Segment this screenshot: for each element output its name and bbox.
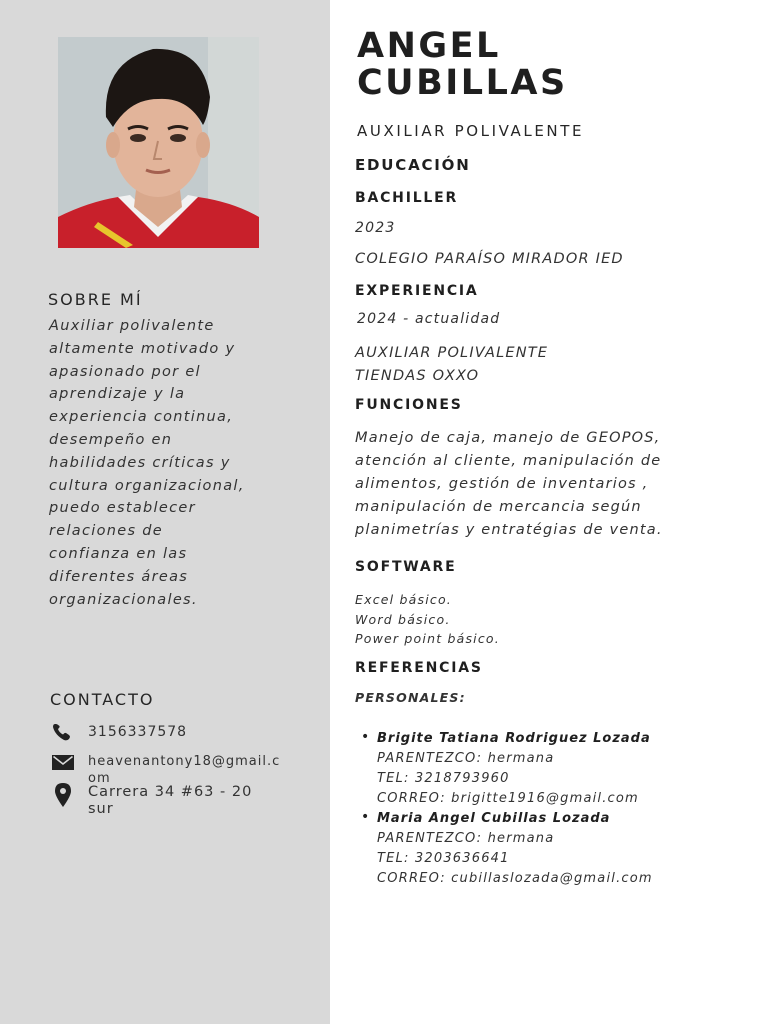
sidebar <box>0 0 330 1024</box>
about-text <box>49 315 289 611</box>
contact-heading: CONTACTO <box>50 690 155 709</box>
about-line: organizacionales. <box>49 591 198 608</box>
reference-name: Maria Angel Cubillas Lozada <box>377 811 611 826</box>
about-line: aprendizaje y la <box>49 386 186 403</box>
name-line: CUBILLAS <box>357 63 568 103</box>
experience-heading: EXPERIENCIA <box>355 283 479 299</box>
email-line: om <box>88 771 111 786</box>
about-line: altamente motivado y <box>49 340 236 357</box>
reference-item <box>355 729 755 809</box>
functions-line: alimentos, gestión de inventarios , <box>355 476 649 492</box>
education-school: COLEGIO PARAÍSO MIRADOR IED <box>355 251 624 267</box>
about-line: Auxiliar polivalente <box>49 318 215 334</box>
about-line: relaciones de <box>49 523 163 540</box>
about-line: diferentes áreas <box>49 568 189 585</box>
education-heading: EDUCACIÓN <box>355 156 471 174</box>
references-subtitle: PERSONALES: <box>355 690 466 705</box>
education-year: 2023 <box>355 220 396 236</box>
functions-line: Manejo de caja, manejo de GEOPOS, <box>355 430 661 446</box>
job-title: AUXILIAR POLIVALENTE <box>357 122 585 140</box>
software-item: Excel básico. <box>355 592 452 607</box>
email-line: heavenantony18@gmail.c <box>88 754 281 769</box>
location-pin-icon <box>50 782 76 808</box>
person-name <box>357 28 568 102</box>
profile-photo-image <box>58 37 259 248</box>
about-line: habilidades críticas y <box>49 454 231 471</box>
reference-relation: PARENTEZCO: hermana <box>377 831 555 846</box>
email-text <box>88 753 288 787</box>
references-list <box>355 729 755 889</box>
software-heading: SOFTWARE <box>355 559 457 575</box>
reference-email: CORREO: cubillaslozada@gmail.com <box>377 871 653 886</box>
about-line: desempeño en <box>49 431 173 448</box>
about-line: apasionado por el <box>49 363 201 380</box>
software-item: Word básico. <box>355 611 451 627</box>
reference-item <box>355 809 755 889</box>
address-text <box>88 784 288 818</box>
phone-text: 3156337578 <box>88 724 188 740</box>
name-line: ANGEL <box>357 26 501 66</box>
references-heading: REFERENCIAS <box>355 660 483 676</box>
experience-position: AUXILIAR POLIVALENTE <box>355 345 549 361</box>
bullet-icon: • <box>361 809 370 825</box>
functions-line: manipulación de mercancia según <box>355 499 642 515</box>
experience-details <box>355 342 548 388</box>
degree-heading: BACHILLER <box>355 190 459 206</box>
address-line: sur <box>88 801 114 817</box>
functions-text <box>355 427 663 542</box>
about-heading: SOBRE MÍ <box>48 290 143 309</box>
about-line: puedo establecer <box>49 500 196 517</box>
software-item: Power point básico. <box>355 631 500 646</box>
functions-line: planimetrías y entratégias de venta. <box>355 522 663 538</box>
reference-tel: TEL: 3218793960 <box>377 771 510 786</box>
about-line: confianza en las <box>49 545 188 562</box>
functions-heading: FUNCIONES <box>355 397 463 413</box>
reference-name: Brigite Tatiana Rodriguez Lozada <box>377 731 651 746</box>
address-line: Carrera 34 #63 - 20 <box>88 784 253 800</box>
functions-line: atención al cliente, manipulación de <box>355 453 662 469</box>
software-list <box>355 590 500 649</box>
reference-relation: PARENTEZCO: hermana <box>377 751 555 766</box>
reference-email: CORREO: brigitte1916@gmail.com <box>377 791 639 806</box>
bullet-icon: • <box>361 729 370 745</box>
experience-company: TIENDAS OXXO <box>355 368 480 384</box>
phone-icon <box>50 722 76 742</box>
experience-period: 2024 - actualidad <box>357 311 501 327</box>
envelope-icon <box>50 753 76 773</box>
reference-tel: TEL: 3203636641 <box>377 851 510 866</box>
about-line: cultura organizacional, <box>49 477 245 494</box>
about-line: experiencia continua, <box>49 409 234 426</box>
profile-photo <box>58 37 259 248</box>
